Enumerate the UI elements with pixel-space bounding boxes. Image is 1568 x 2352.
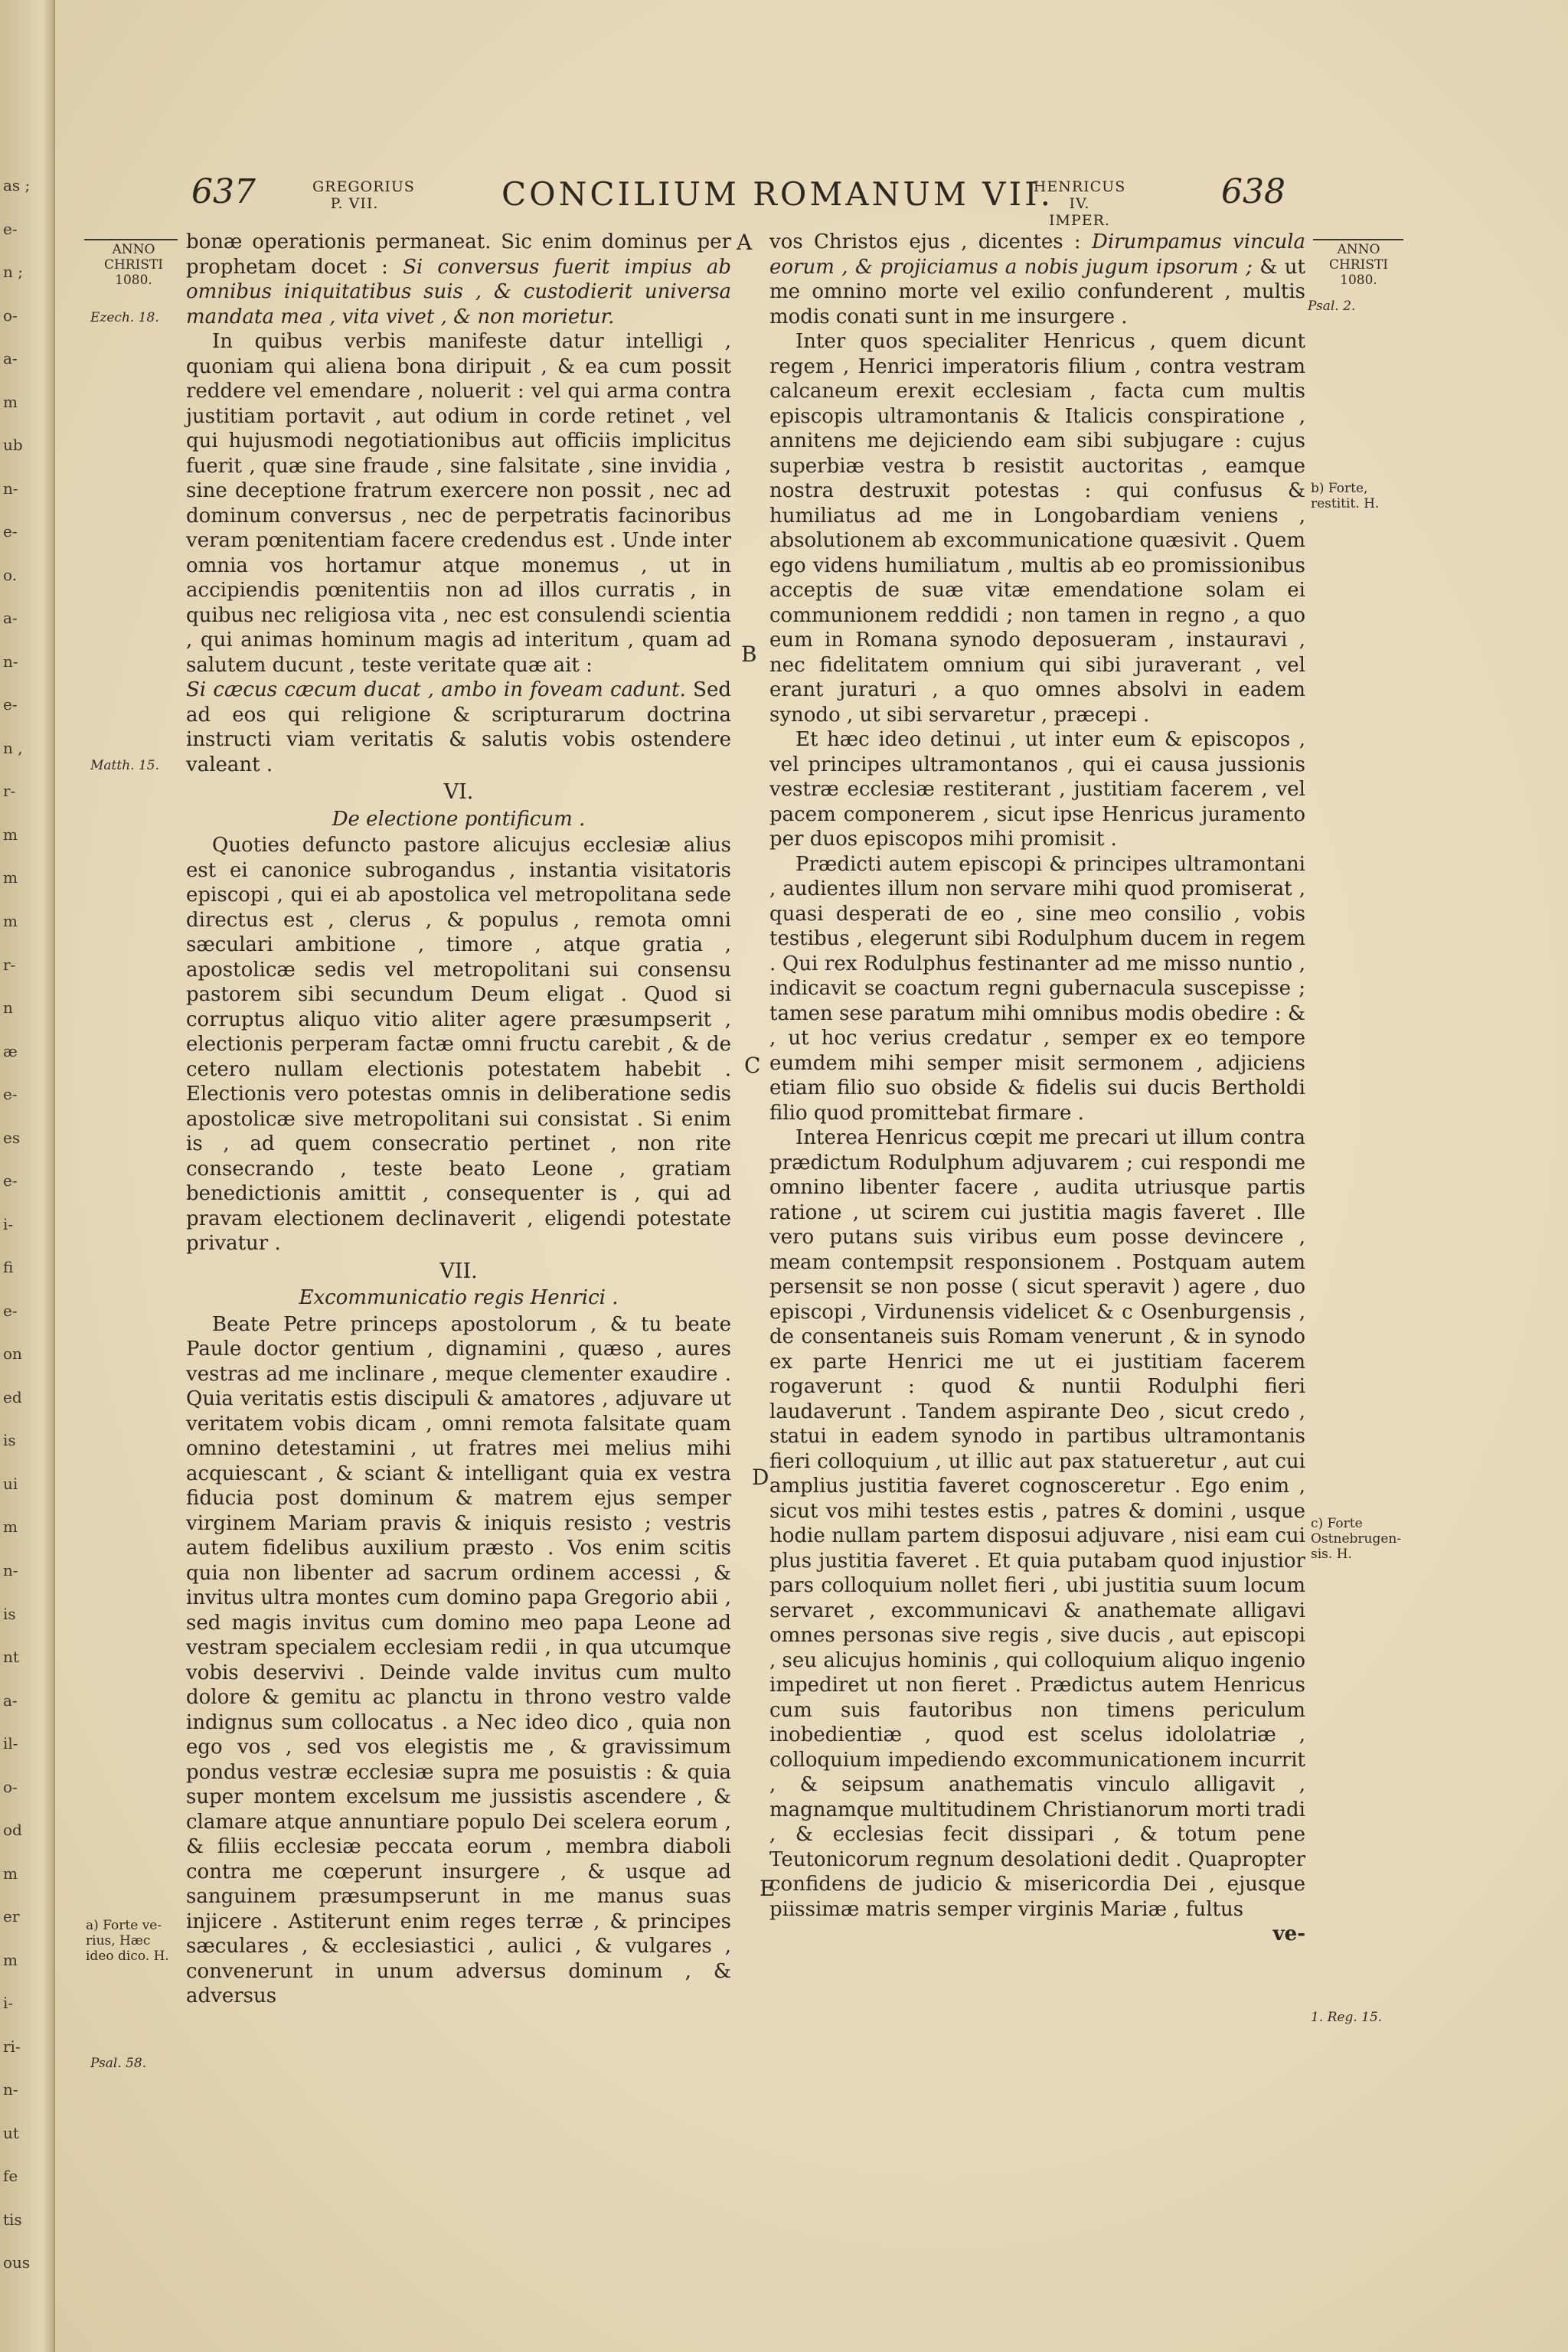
margin-rule <box>1313 239 1403 240</box>
prev-page-text-fragment: nt <box>3 1648 19 1666</box>
left-margin-matth <box>90 758 159 773</box>
section-letter: D <box>752 1465 769 1490</box>
right-margin-note-c <box>1311 1516 1418 1562</box>
margin-line: restitit. H. <box>1311 496 1380 511</box>
paragraph: Quoties defuncto pastore alicujus ecclesiæ alius est ei canonice subrogandus , instantia visitatoris episcopi , qui ei ab apostolica vel metropolitana sede directus est , clerus , & populus , remota omni sæculari ambitione , timore , atque gratia , apostolicæ sedis vel metropolitani sui consensu pastorem sibi secundum Deum eligat . Quod si corruptus aliquo vitio aliter agere præsumpserit , electionis perperam factæ omni fructu carebit , & de cetero nullam electionis potestatem habebit . Electionis vero potestas omnis in deliberatione sedis apostolicæ sive metropolitani sui consistat . Si enim is , ad quem consecratio pertinet , non rite consecrando , teste beato Leone , gratiam benedictionis amittit , consequenter is , qui ad pravam electionem declinaverit , eligendi potestate privatur . <box>186 834 731 1255</box>
left-margin-note-a <box>86 1918 193 1964</box>
prev-page-text-fragment: a- <box>3 1691 18 1710</box>
catchword: ve- <box>1272 1922 1305 1945</box>
prev-page-text-fragment: il- <box>3 1734 18 1753</box>
prev-page-text-fragment: o- <box>3 306 18 325</box>
section-letter: E <box>760 1876 776 1901</box>
margin-line: rius, Hæc <box>86 1933 151 1949</box>
prev-page-text-fragment: e- <box>3 695 18 714</box>
previous-page-edge <box>0 0 55 2352</box>
prev-page-text-fragment: e- <box>3 1085 18 1103</box>
paragraph <box>769 230 1305 329</box>
margin-line: Ostnebrugen- <box>1311 1531 1402 1547</box>
section-heading: Excommunicatio regis Henrici . <box>299 1286 619 1309</box>
paragraph: Inter quos specialiter Henricus , quem dicunt regem , Henrici imperatoris filium , contra vestram calcaneum erexit ecclesiam , facta cum multis episcopis ultramontanis & Italicis conspiratione , annitens me dejiciendo eam sibi subjugare : cujus superbiæ vestra b resistit auctoritas , eamque nostra destruxit potestas : qui confusus & humiliatus ad me in Longobardiam veniens , absolutionem ab excommunicatione quæsivit . Quem ego videns humiliatum , multis ab eo promissionibus acceptis de suæ vitæ emendatione solam ei communionem reddidi ; non tamen in regno , a quo eum in Romana synodo deposueram , instauravi , nec fidelitatem omnium qui sibi juraverant , vel erant juraturi , a quo omnes absolvi in eadem synodo , ut sibi servaretur , præcepi . <box>769 330 1305 727</box>
margin-rule <box>84 239 178 240</box>
running-head-line: GREGORIUS <box>312 178 415 195</box>
right-text-column <box>769 230 1305 1947</box>
paragraph <box>186 678 731 777</box>
right-margin-year <box>1311 242 1406 288</box>
right-margin-note-b <box>1311 481 1418 511</box>
section-letter: B <box>741 642 757 667</box>
margin-line: ANNO <box>1337 242 1380 257</box>
prev-page-text-fragment: as ; <box>3 176 31 194</box>
right-margin-reg <box>1311 2010 1382 2025</box>
scripture-quote: Si conversus fuerit impius ab omnibus iniquitatibus suis , & custodierit universa mandata mea , vita vivet , & non morietur. <box>186 255 731 328</box>
left-text-column <box>186 230 731 2009</box>
running-head-line: P. VII. <box>330 195 379 212</box>
margin-ref: 1. Reg. 15. <box>1311 2010 1383 2025</box>
right-margin-psal <box>1308 299 1355 314</box>
paragraph: Et hæc ideo detinui , ut inter eum & episcopos , vel principes ultramontanos , qui ei causa jussionis vestræ ecclesiæ restiterant , justitiam facerem , vel pacem componerem , sicut ipse Henricus juramento per duos episcopos mihi promisit . <box>769 728 1305 851</box>
prev-page-text-fragment: od <box>3 1821 22 1839</box>
margin-ref: Psal. 58. <box>90 2056 147 2071</box>
prev-page-text-fragment: æ <box>3 1042 18 1060</box>
left-page-number: 637 <box>191 172 256 211</box>
prev-page-text-fragment: n- <box>3 652 18 671</box>
prev-page-text-fragment: ed <box>3 1388 22 1406</box>
prev-page-text-fragment: i- <box>3 1994 14 2012</box>
page-title: CONCILIUM ROMANUM VII. <box>501 175 1054 213</box>
paragraph: Prædicti autem episcopi & principes ultramontani , audientes illum non servare mihi quod promiserat , quasi desperati de eo , sine meo consilio , vobis testibus , elegerunt sibi Rodulphum ducem in regem . Qui rex Rodulphus festinanter ad me misso nuntio , indicavit se coactum regni gubernacula suscepisse ; tamen sese paratum mihi omnibus modis obedire : & , ut hoc verius credatur , semper ex eo tempore eumdem mihi semper misit sermonem , adjiciens etiam filio suo obside & fidelis sui ducis Bertholdi filio quod promittebat firmare . <box>769 852 1305 1125</box>
prev-page-text-fragment: ous <box>3 2253 31 2272</box>
prev-page-text-fragment: is <box>3 1431 16 1449</box>
prev-page-text-fragment: m <box>3 912 18 930</box>
scripture-quote: Dirumpamus vincula eorum , & projiciamus a nobis jugum ipsorum ; <box>769 230 1306 279</box>
margin-line: a) Forte ve- <box>86 1918 162 1933</box>
prev-page-text-fragment: e- <box>3 522 18 541</box>
margin-ref: Ezech. 18. <box>90 310 159 325</box>
prev-page-text-fragment: i- <box>3 1215 14 1233</box>
prev-page-text-fragment: n <box>3 998 13 1017</box>
prev-page-text-fragment: ut <box>3 2124 19 2142</box>
prev-page-text-fragment: ub <box>3 436 23 454</box>
left-running-head <box>312 178 415 212</box>
margin-ref: Matth. 15. <box>90 758 159 773</box>
prev-page-text-fragment: on <box>3 1344 22 1363</box>
paragraph: Interea Henricus cœpit me precari ut illum contra prædictum Rodulphum adjuvarem ; cui respondi me omnino libenter facere , audita utriusque partis ratione , ut scirem cui justitia magis faveret . Ille vero putans suis viribus eum posse devincere , meam contempsit responsionem . Postquam autem persensit se non posse ( sicut speravit ) agere , duo episcopi , Virdunensis videlicet & c Osenburgensis , de consentaneis suis Romam venerunt , & in synodo ex parte Henrici me ut ei justitiam facerem rogaverunt : quod & nuntii Rodulphi fieri laudaverunt . Tandem aspirante Deo , sicut credo , statui in eadem synodo in partibus ultramontanis fieri colloquium , ut illic aut pax statueretur , aut cui amplius justitia faveret cognosceretur . Ego enim , sicut vos mihi testes estis , patres & domini , usque hodie nullam partem disposui adjuvare , nisi eam cui plus justitia faveret . Et quia putabam quod injustior pars colloquium nollet fieri , ubi justitia suum locum servaret , excommunicavi & anathemate alligavi omnes personas sive regis , sive ducis , aut episcopi , seu alicujus hominis , qui colloquium aliquo ingenio impediret ut non fieret . Prædictus autem Henricus cum suis fautoribus non timens periculum inobedientiæ , quod est scelus idololatriæ , colloquium impediendo excommunicationem incurrit , & seipsum anathematis vinculo alligavit , magnamque multitudinem Christianorum morti tradi , & ecclesias fecit dissipari , & totum pene Teutonicorum regnum desolationi dedit . Quapropter confidens de judicio & misericordia Dei , ejusque piissimæ matris semper virginis Mariæ , fultus <box>769 1126 1305 1921</box>
margin-line: c) Forte <box>1311 1516 1363 1531</box>
margin-line: b) Forte, <box>1311 481 1368 496</box>
prev-page-text-fragment: m <box>3 825 18 844</box>
left-margin-ezech <box>90 310 159 325</box>
prev-page-text-fragment: n- <box>3 1561 18 1579</box>
margin-ref: Psal. 2. <box>1308 299 1356 314</box>
prev-page-text-fragment: m <box>3 393 18 411</box>
left-margin-psal <box>90 2056 146 2071</box>
paragraph <box>186 230 731 329</box>
prev-page-text-fragment: ui <box>3 1475 18 1493</box>
prev-page-text-fragment: fe <box>3 2167 18 2185</box>
margin-line: 1080. <box>115 273 152 288</box>
prev-page-text-fragment: e- <box>3 1171 18 1190</box>
prev-page-text-fragment: e- <box>3 220 18 238</box>
prev-page-text-fragment: er <box>3 1907 20 1926</box>
left-margin-year <box>86 242 181 288</box>
right-page-number: 638 <box>1221 172 1285 211</box>
margin-line: sis. H. <box>1311 1547 1352 1562</box>
margin-line: ANNO <box>112 242 155 257</box>
prev-page-text-fragment: tis <box>3 2210 22 2229</box>
prev-page-text-fragment: fi <box>3 1258 14 1276</box>
right-running-head <box>1026 178 1133 229</box>
prev-page-text-fragment: a- <box>3 349 18 368</box>
paragraph: In quibus verbis manifeste datur intelligi , quoniam qui aliena bona diripuit , & ea cum possit reddere vel emendare , noluerit : vel qui arma contra justitiam portavit , aut odium in corde retinet , vel qui hujusmodi negotiationibus aut officiis implicitus fuerit , quæ sine fraude , sine falsitate , sine invidia , sine deceptione fratrum exercere non possit , nec ad dominum conversus , nec de perpetratis facinoribus veram pœnitentiam facere credendus est . Unde inter omnia vos hortamur atque monemus , ut in accipiendis pœnitentiis non ad illos curratis , in quibus nec religiosa vita , nec est consulendi scientia , qui animas hominum magis ad interitum , quam ad salutem ducunt , teste veritate quæ ait : <box>186 330 731 677</box>
text: vos Christos ejus , dicentes : <box>769 230 1081 253</box>
prev-page-text-fragment: n ; <box>3 263 23 281</box>
section-number: VII. <box>439 1259 478 1283</box>
running-head-line: IMPER. <box>1049 212 1110 229</box>
prev-page-text-fragment: o- <box>3 1778 18 1796</box>
prev-page-text-fragment: es <box>3 1129 21 1147</box>
text: Sed ad eos qui religione & scripturarum doctrina instructi viam veritatis & salutis vobis ostendere valeant . <box>186 678 732 776</box>
text: & ut me omnino morte vel exilio confunderent , multis modis conati sunt in me insurgere . <box>769 255 1305 328</box>
prev-page-text-fragment: m <box>3 1864 18 1883</box>
text: bonæ operationis permaneat. Sic enim dominus per prophetam docet : <box>186 230 731 279</box>
prev-page-text-fragment: m <box>3 1951 18 1969</box>
section-letter: A <box>737 230 753 255</box>
section-letter: C <box>744 1053 761 1078</box>
prev-page-text-fragment: r- <box>3 782 16 800</box>
prev-page-text-fragment: n , <box>3 739 23 757</box>
section-heading: De electione pontificum . <box>332 807 586 831</box>
prev-page-text-fragment: o. <box>3 566 18 584</box>
prev-page-text-fragment: ri- <box>3 2037 21 2056</box>
margin-line: ideo dico. H. <box>86 1949 169 1964</box>
prev-page-text-fragment: is <box>3 1605 16 1623</box>
prev-page-text-fragment: a- <box>3 609 18 627</box>
prev-page-text-fragment: r- <box>3 956 16 974</box>
running-head-line: HENRICUS IV. <box>1033 178 1126 212</box>
paragraph: Beate Petre princeps apostolorum , & tu beate Paule doctor gentium , dignamini , quæso , aures vestras ad me inclinare , meque clementer exaudire . Quia veritatis estis discipuli & amatores , adjuvare ut veritatem vobis dicam , omni remota falsitate quam omnino detestamini , ut fratres mei melius mihi acquiescant , & sciant & intelligant quia ex vestra fiducia post dominum & matrem ejus semper virginem Mariam pravis & iniquis resisto ; vestris autem fidelibus auxilium præsto . Vos enim scitis quia non libenter ad sacrum ordinem accessi , & invitus ultra montes cum domino papa Gregorio abii , sed magis invitus cum domino meo papa Leone ad vestram specialem ecclesiam redii , in qua utcumque vobis deservivi . Deinde valde invitus cum multo dolore & gemitu ac planctu in throno vestro valde indignus sum collocatus . a Nec ideo dico , quia non ego vos , sed vos elegistis me , & gravissimum pondus vestræ ecclesiæ supra me posuistis : & quia super montem excelsum me jussistis ascendere , & clamare atque annuntiare populo Dei scelera eorum , & filiis ecclesiæ peccata eorum , membra diaboli contra me cœperunt insurgere , & usque ad sanguinem præsumpserunt in me manus suas injicere . Astiterunt enim reges terræ , & principes sæculares , & ecclesiastici , aulici , & vulgares , convenerunt in unum adversus dominum , & adversus <box>186 1312 731 2007</box>
running-header <box>69 172 1562 229</box>
prev-page-text-fragment: n- <box>3 479 18 498</box>
section-number: VI. <box>443 780 474 804</box>
prev-page-text-fragment: m <box>3 1517 18 1536</box>
margin-line: CHRISTI <box>1328 257 1389 273</box>
margin-line: 1080. <box>1340 273 1377 288</box>
prev-page-text-fragment: e- <box>3 1302 18 1320</box>
margin-line: CHRISTI <box>103 257 164 273</box>
prev-page-text-fragment: m <box>3 868 18 887</box>
scripture-quote: Si cæcus cæcum ducat , ambo in foveam cadunt. <box>186 678 686 701</box>
prev-page-text-fragment: n- <box>3 2080 18 2099</box>
